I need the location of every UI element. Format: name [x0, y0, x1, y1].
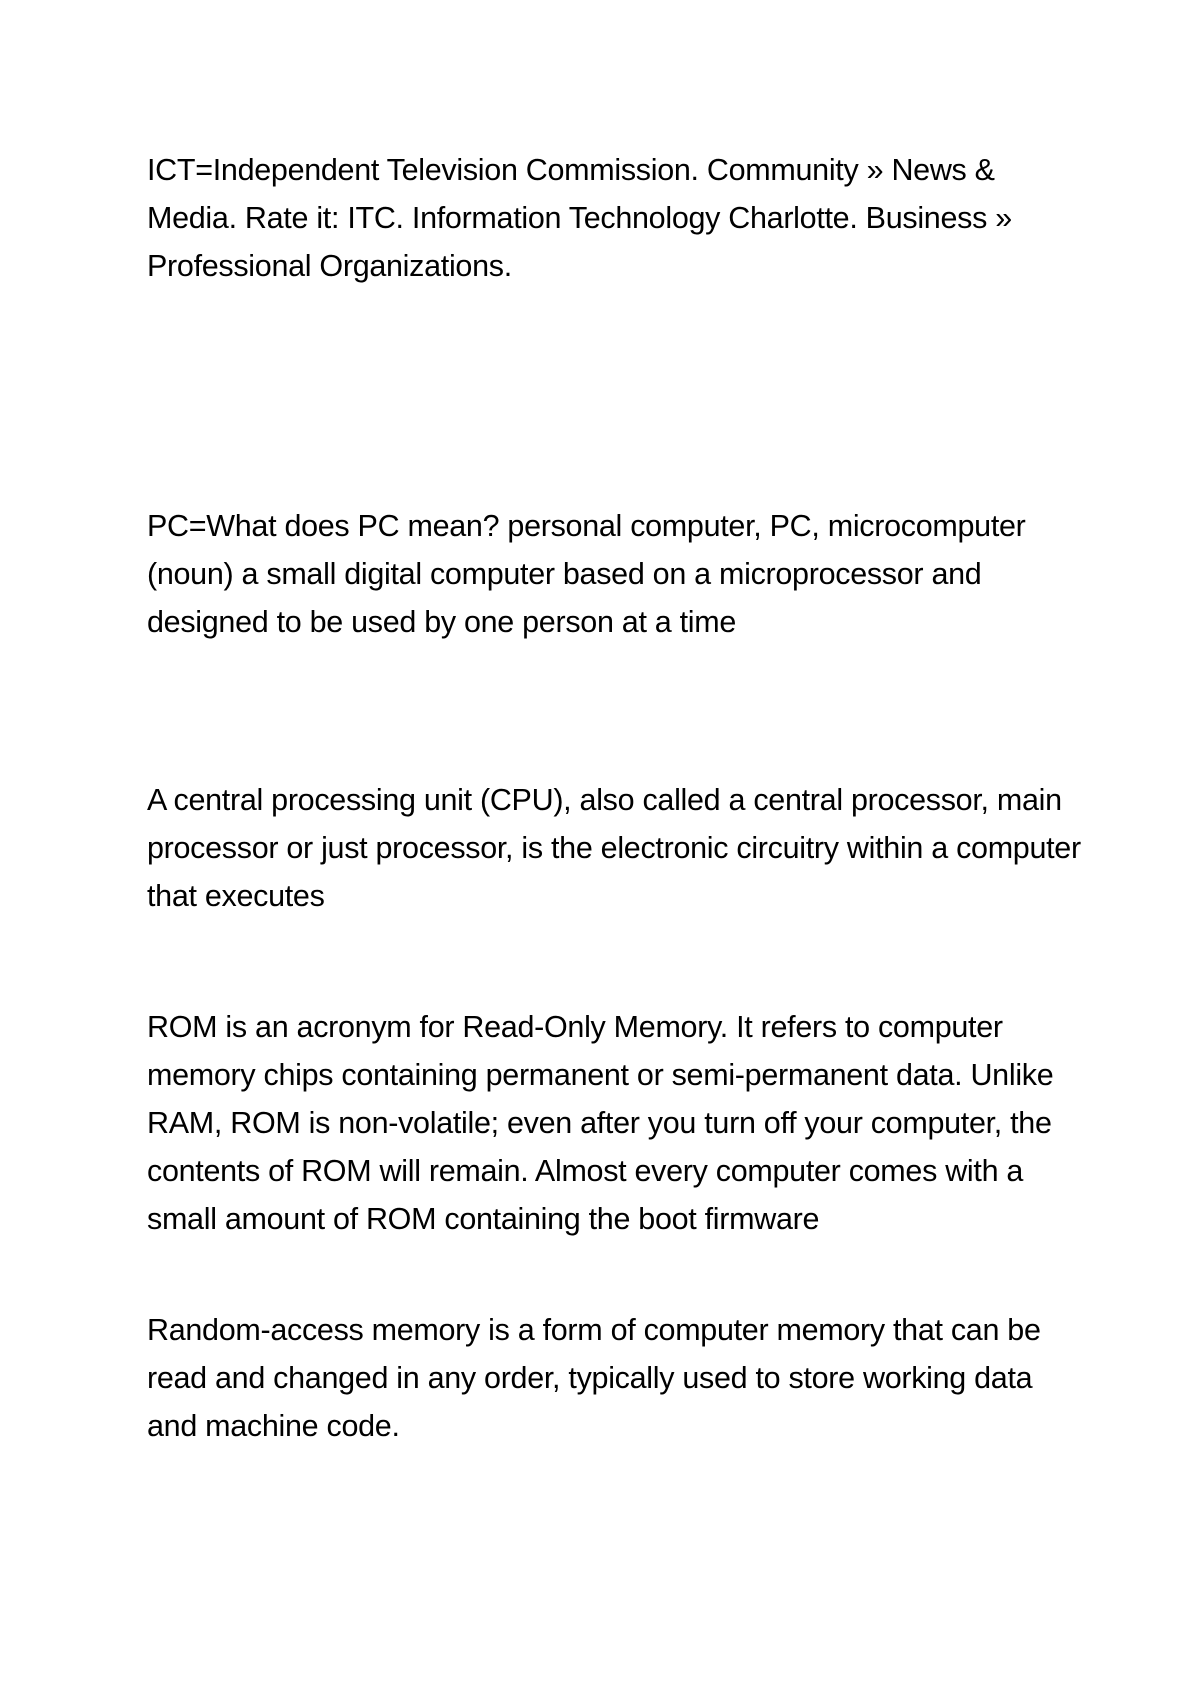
paragraph-ict-definition: ICT=Independent Television Commission. Community » News & Media. Rate it: ITC. Information Technology Charlotte. Business » Professional Organizations. — [147, 153, 1012, 283]
paragraph-cpu-definition: A central processing unit (CPU), also called a central processor, main processor or just processor, is the electronic circuitry within a computer that executes — [147, 783, 1081, 913]
paragraph-ram-definition: Random-access memory is a form of computer memory that can be read and changed in any order, typically used to store working data and machine code. — [147, 1313, 1041, 1443]
paragraph-rom-definition: ROM is an acronym for Read-Only Memory. It refers to computer memory chips containing permanent or semi-permanent data. Unlike RAM, ROM is non-volatile; even after you turn off your computer, the contents of ROM will remain. Almost every computer comes with a small amount of ROM containing the boot firmware — [147, 1010, 1054, 1236]
paragraph-pc-definition: PC=What does PC mean? personal computer, PC, microcomputer (noun) a small digital computer based on a microprocessor and designed to be used by one person at a time — [147, 509, 1026, 639]
